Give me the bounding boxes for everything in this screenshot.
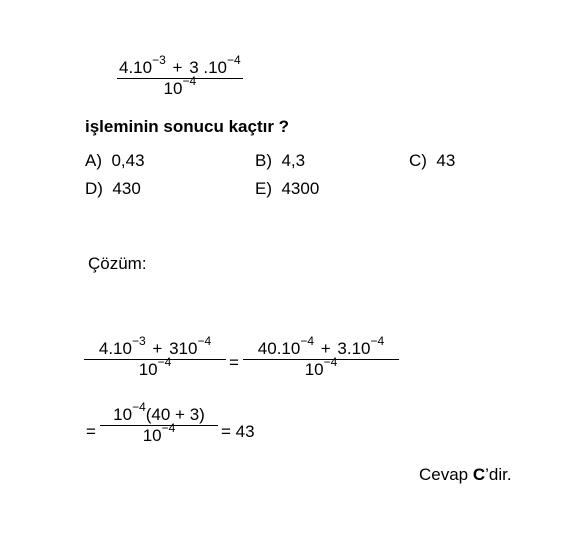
option-value: 4,3	[281, 151, 306, 170]
option-letter: B)	[255, 151, 272, 170]
option-value: 43	[436, 151, 456, 170]
option-value: 0,43	[111, 151, 145, 170]
solution-heading: Çözüm:	[88, 254, 147, 273]
answer-prefix: Cevap	[419, 465, 473, 484]
option-b[interactable]	[255, 151, 305, 171]
option-d[interactable]	[85, 179, 141, 199]
s1-num-b-exp: −4	[197, 334, 212, 349]
option-a[interactable]	[85, 151, 145, 171]
question-numerator	[117, 53, 243, 78]
option-value: 4300	[281, 179, 320, 198]
option-letter: E)	[255, 179, 272, 198]
option-letter: A)	[85, 151, 102, 170]
s2-denominator	[243, 355, 399, 380]
num-term1-base: 4.10	[119, 58, 153, 77]
den-base: 10	[163, 79, 183, 98]
option-letter: D)	[85, 179, 103, 198]
option-value: 430	[112, 179, 141, 198]
s1-den-exp: −4	[157, 355, 172, 370]
s1-num-b-base: 310	[169, 339, 198, 358]
question-denominator	[117, 74, 243, 99]
s3-den-base: 10	[142, 426, 162, 445]
question-fraction	[117, 53, 243, 99]
s3-num-exp: −4	[132, 400, 146, 415]
s2-plus: +	[320, 339, 331, 358]
s3-lead-equals: =	[86, 422, 96, 441]
den-exp: −4	[182, 74, 197, 89]
option-c[interactable]	[409, 151, 455, 171]
s3-num-rest: (40 + 3)	[145, 405, 205, 424]
s1-equals: =	[229, 353, 239, 372]
s1-numerator	[84, 334, 226, 359]
s1-plus: +	[152, 339, 163, 358]
s2-num-a-exp: −4	[300, 334, 315, 349]
solution-fraction-3	[100, 400, 218, 446]
answer-line	[419, 465, 512, 485]
option-e[interactable]	[255, 179, 319, 199]
num-term2-exp: −4	[227, 53, 241, 68]
s3-numerator	[100, 400, 218, 425]
s2-num-b-base: 3.10	[337, 339, 371, 358]
answer-suffix: ’dir.	[485, 465, 512, 484]
s1-denominator	[84, 355, 226, 380]
solution-fraction-2	[243, 334, 399, 380]
option-letter: C)	[409, 151, 427, 170]
s2-den-base: 10	[304, 360, 324, 379]
s1-num-a-base: 4.10	[98, 339, 132, 358]
num-plus: +	[172, 58, 183, 77]
s1-num-a-exp: −3	[131, 334, 146, 349]
s3-den-exp: −4	[161, 421, 176, 436]
s1-den-base: 10	[138, 360, 158, 379]
num-term2-base: 3 .10	[189, 58, 227, 77]
s3-denominator	[100, 421, 218, 446]
s3-num-base: 10	[113, 405, 133, 424]
s2-numerator	[243, 334, 399, 359]
solution-fraction-1	[84, 334, 226, 380]
num-term1-exp: −3	[152, 53, 166, 68]
answer-letter: C	[472, 465, 486, 484]
s2-den-exp: −4	[323, 355, 338, 370]
s2-num-b-exp: −4	[370, 334, 385, 349]
question-prompt: işleminin sonucu kaçtır ?	[85, 117, 290, 136]
s2-num-a-base: 40.10	[257, 339, 301, 358]
s3-result: = 43	[221, 422, 255, 441]
